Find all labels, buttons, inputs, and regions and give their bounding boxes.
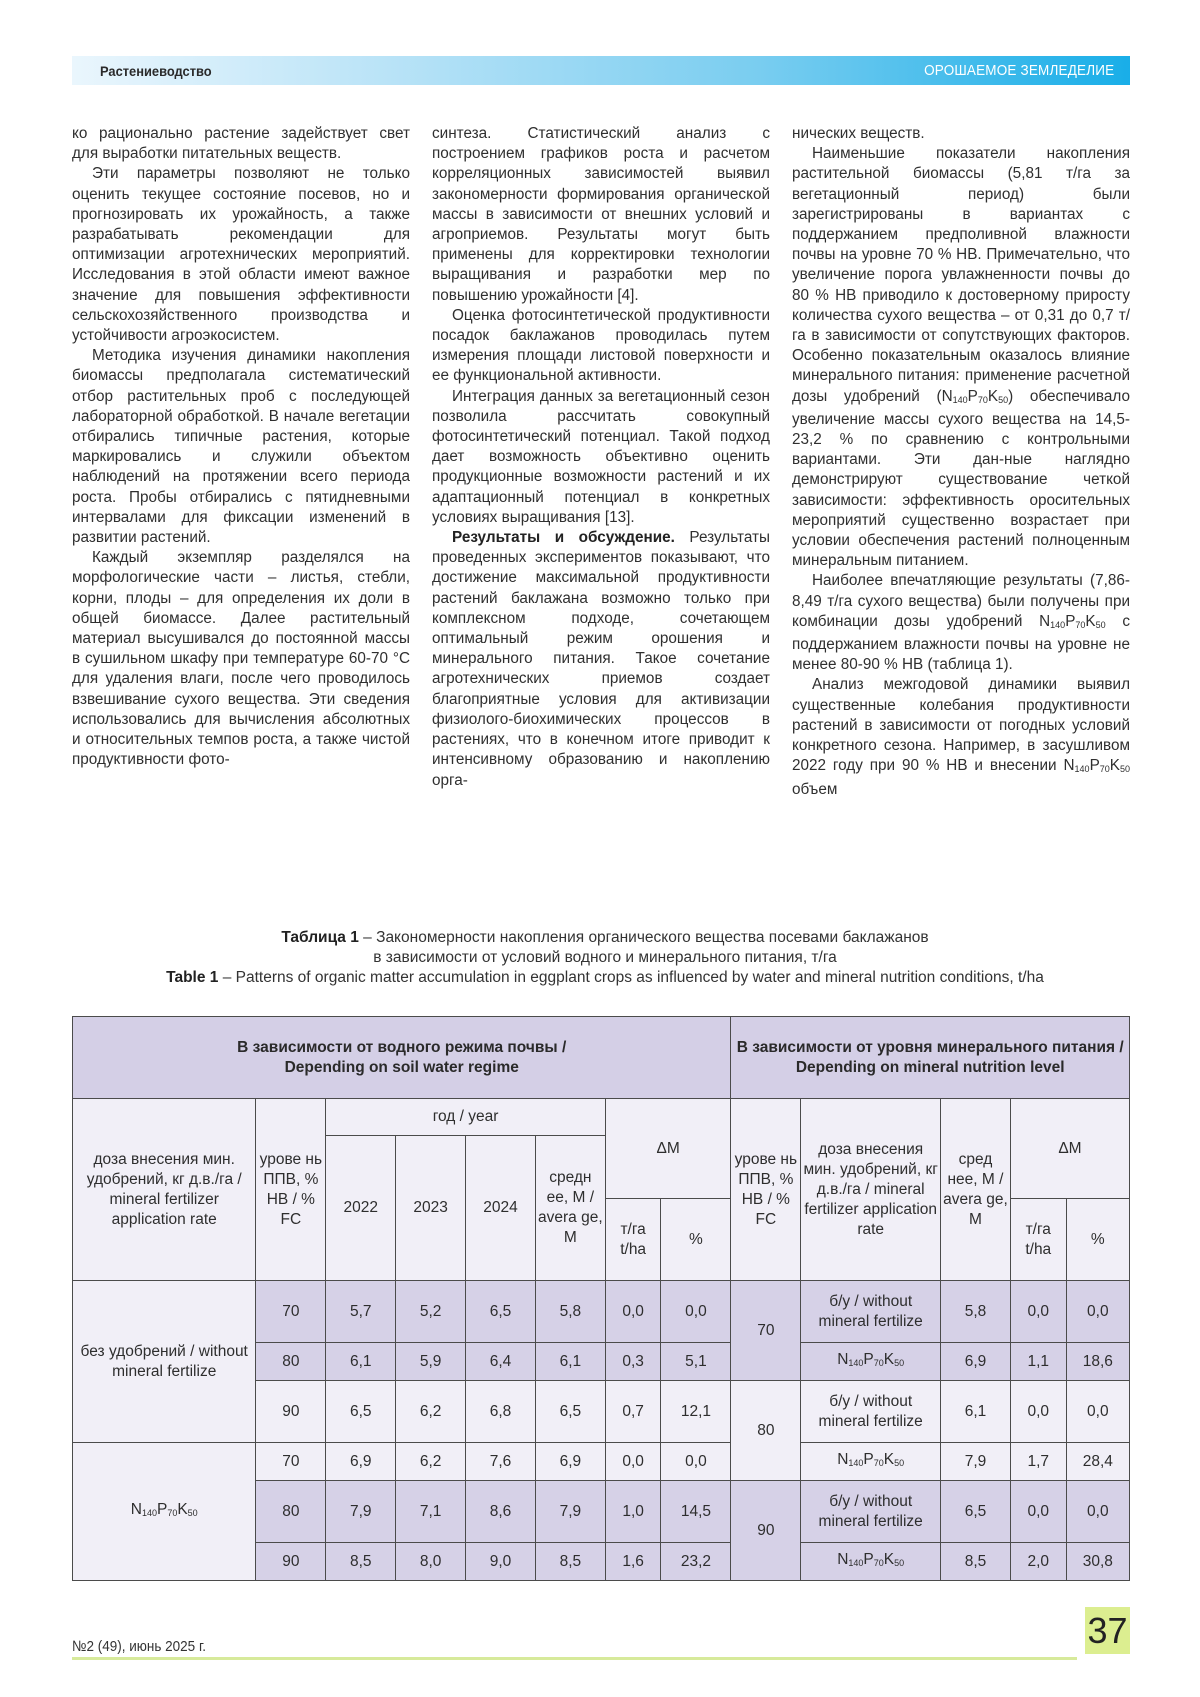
right-dose-npk: $N_{140}P_{70}K_{50}$ — [801, 1343, 941, 1381]
rubric-title: ОРОШАЕМОЕ ЗЕМЛЕДЕЛИЕ — [923, 62, 1114, 79]
col-header-average-right: сред нее, М / avera ge, М — [941, 1099, 1011, 1281]
table-row: без удобрений / without mineral fertilize 70 5,7 5,2 6,5 5,8 0,0 0,0 70 б/у / without mineral fertilize 5,8 0,0 0,0 — [73, 1281, 1130, 1343]
paragraph: Оценка фотосинтетической продуктивности посадок баклажанов проводилась путем измерения площади листовой поверхности и ее функциональной активности. — [432, 306, 770, 385]
paragraph: Наименьшие показатели накопления растительной биомассы (5,81 т/га за вегетационный период) были зарегистрированы в вариантах с поддержанием предполивной влажности почвы на уровне 70 % НВ. Примечательно, что увеличение порога увлажненности почвы до 80 % НВ приводило к достоверному приросту количества сухого вещества – от 0,31 до 0,7 т/га в зависимости от сопутствующих факторов. Особенно показательным оказалось влияние минерального питания: применение расчетной дозы удобрений $(N_{140}P_{70}K_{50})$ обеспечивало увеличение массы сухого вещества на 14,5-23,2 % по сравнению с контрольными вариантами. Эти дан-ные наглядно демонстрируют существование четкой зависимости: эффективность оросительных мероприятий существенно возрастает при условии обеспечения растений полноценным минеральным питанием. — [792, 145, 1130, 570]
col-header-average: средн ее, М / avera ge, М — [535, 1136, 605, 1281]
col-header-2022: 2022 — [326, 1136, 396, 1281]
group-header-mineral: В зависимости от уровня минерального питания / Depending on mineral nutrition level — [731, 1017, 1130, 1099]
paragraph-results: Результаты и обсуждение. Результаты проведенных экспериментов показывают, что достижение максимальной продуктивности растений баклажана возможно только при комплексном подходе, сочетающем оптимальный режим орошения и минерального питания. Такое сочетание агротехнических приемов создает благоприятные условия для активизации физиолого-биохимических процессов в растениях, что в конечном итоге приводит к интенсивному образованию и накоплению орга- — [432, 529, 770, 789]
col-header-delta-right: ΔМ — [1010, 1099, 1129, 1199]
text-column-3 — [792, 124, 1130, 844]
col-header-2024: 2024 — [466, 1136, 536, 1281]
table-row: $N_{140}P_{70}K_{50}$ 70 6,9 6,2 7,6 6,9 0,0 0,0 $N_{140}P_{70}K_{50}$ 7,9 1,7 28,4 — [73, 1443, 1130, 1481]
paragraph: нических веществ. — [792, 125, 925, 142]
paragraph: Наиболее впечатляющие результаты (7,86-8,49 т/га сухого вещества) были получены при комбинации дозы удобрений $N_{140}P_{70}K_{50}$ с поддержанием влажности почвы на уровне не менее 80-90 % НВ (таблица 1). — [792, 572, 1130, 674]
right-dose-no-fert: б/у / without mineral fertilize — [801, 1381, 941, 1443]
text-column-2 — [432, 124, 770, 844]
results-table — [72, 1016, 1130, 1581]
col-header-delta-pct: % — [661, 1199, 731, 1281]
formula: $N_{140}P_{70}K_{50}$ — [941, 387, 1009, 405]
paragraph: Интеграция данных за вегетационный сезон позволила рассчитать совокупный фотосинтетический потенциал. Такой подход дает возможность объективно оценить продукционные возможности растений и их адаптационный потенциал в конкретных условиях выращивания [13]. — [432, 387, 770, 526]
paragraph: Анализ межгодовой динамики выявил существенные колебания продуктивности растений в зависимости от погодных условий конкретного сезона. Например, в засушливом 2022 году при 90 % НВ и внесении $N_{140}P_{70}K_{50}$ объем — [792, 676, 1130, 798]
col-header-delta-pct-right: % — [1066, 1199, 1129, 1281]
right-dose-no-fert: б/у / without mineral fertilize — [801, 1481, 941, 1543]
table-row: 90 8,5 8,0 9,0 8,5 1,6 23,2 $N_{140}P_{70}K_{50}$ 8,5 2,0 30,8 — [73, 1543, 1130, 1581]
right-dose-npk: $N_{140}P_{70}K_{50}$ — [801, 1543, 941, 1581]
col-header-level-right: урове нь ППВ, % НВ / % FC — [731, 1099, 801, 1281]
right-level-80: 80 — [731, 1381, 801, 1481]
table-row: 90 6,5 6,2 6,8 6,5 0,7 12,1 80 б/у / without mineral fertilize 6,1 0,0 0,0 — [73, 1381, 1130, 1443]
col-header-delta: ΔМ — [605, 1099, 731, 1199]
article-body — [72, 124, 1130, 844]
paragraph: Каждый экземпляр разделялся на морфологические части – листья, стебли, корни, плоды – для определения их доли в общей биомассе. Далее растительный материал высушивался до постоянной массы в сушильном шкафу при температуре 60-70 °С для удаления влаги, после чего проводилось взвешивание сухого вещества. Эти сведения использовались для вычисления абсолютных и относительных темпов роста, а также чистой продуктивности фото- — [72, 549, 410, 769]
col-header-dose-right: доза внесения мин. удобрений, кг д.в./га / mineral fertilizer application rate — [801, 1099, 941, 1281]
paragraph: Методика изучения динамики накопления биомассы предполагала систематический отбор растительных проб с последующей лабораторной обработкой. В начале вегетации отбирались типичные растения, которые маркировались и служили объектом наблюдений на протяжении всего периода роста. Пробы отбирались с пятидневными интервалами для фиксации изменений в развитии растений. — [72, 347, 410, 547]
right-level-90: 90 — [731, 1481, 801, 1581]
col-header-delta-t: т/га t/ha — [605, 1199, 661, 1281]
section-heading: Результаты и обсуждение. — [452, 529, 675, 547]
right-dose-no-fert: б/у / without mineral fertilize — [801, 1281, 941, 1343]
group-header-water: В зависимости от водного режима почвы / Depending on soil water regime — [73, 1017, 731, 1099]
running-header — [72, 56, 1130, 85]
paragraph: синтеза. Статистический анализ с построением графиков роста и расчетом корреляционных зависимостей выявил закономерности формирования органической массы в зависимости от внешних условий и агроприемов. Результаты могут быть применены для корректировки технологии выращивания и разработки мер по повышению урожайности [4]. — [432, 125, 770, 304]
right-level-70: 70 — [731, 1281, 801, 1381]
right-dose-npk: $N_{140}P_{70}K_{50}$ — [801, 1443, 941, 1481]
formula: $N_{140}P_{70}K_{50}$ — [1063, 757, 1130, 775]
page-number: 37 — [1085, 1607, 1130, 1654]
section-title: Растениеводство — [100, 62, 212, 79]
col-header-years: год / year — [326, 1099, 606, 1136]
col-header-2023: 2023 — [396, 1136, 466, 1281]
col-header-delta-t-right: т/га t/ha — [1010, 1199, 1066, 1281]
group-no-fertilizer: без удобрений / without mineral fertilize — [73, 1281, 256, 1443]
formula: $N_{140}P_{70}K_{50}$ — [1039, 612, 1106, 630]
table-row: 80 7,9 7,1 8,6 7,9 1,0 14,5 90 б/у / without mineral fertilize 6,5 0,0 0,0 — [73, 1481, 1130, 1543]
paragraph: Эти параметры позволяют не только оценить текущее состояние посевов, но и прогнозировать их урожайность, а также разрабатывать рекомендации для оптимизации агротехнических мероприятий. Исследования в этой области имеют важное значение для повышения эффективности сельскохозяйственного производства и устойчивости агроэкосистем. — [72, 165, 410, 345]
issue-info: №2 (49), июнь 2025 г. — [72, 1638, 206, 1655]
col-header-dose: доза внесения мин. удобрений, кг д.в./га / mineral fertilizer application rate — [73, 1099, 256, 1281]
footer-divider — [72, 1657, 1077, 1660]
paragraph: ко рационально растение задействует свет для выработки питательных веществ. — [72, 125, 410, 163]
group-npk: $N_{140}P_{70}K_{50}$ — [73, 1443, 256, 1581]
text-column-1 — [72, 124, 410, 844]
col-header-level: урове нь ППВ, % НВ / % FC — [256, 1099, 326, 1281]
table-row: 80 6,1 5,9 6,4 6,1 0,3 5,1 $N_{140}P_{70}K_{50}$ 6,9 1,1 18,6 — [73, 1343, 1130, 1381]
table-caption: Таблица 1 – Закономерности накопления органического вещества посевами баклажанов в зависимости от условий водного и минерального питания, т/га Table 1 – Patterns of organic matter accumulation in eggplant crops as influenced by water and mineral nutrition conditions, t/ha — [166, 929, 1044, 986]
